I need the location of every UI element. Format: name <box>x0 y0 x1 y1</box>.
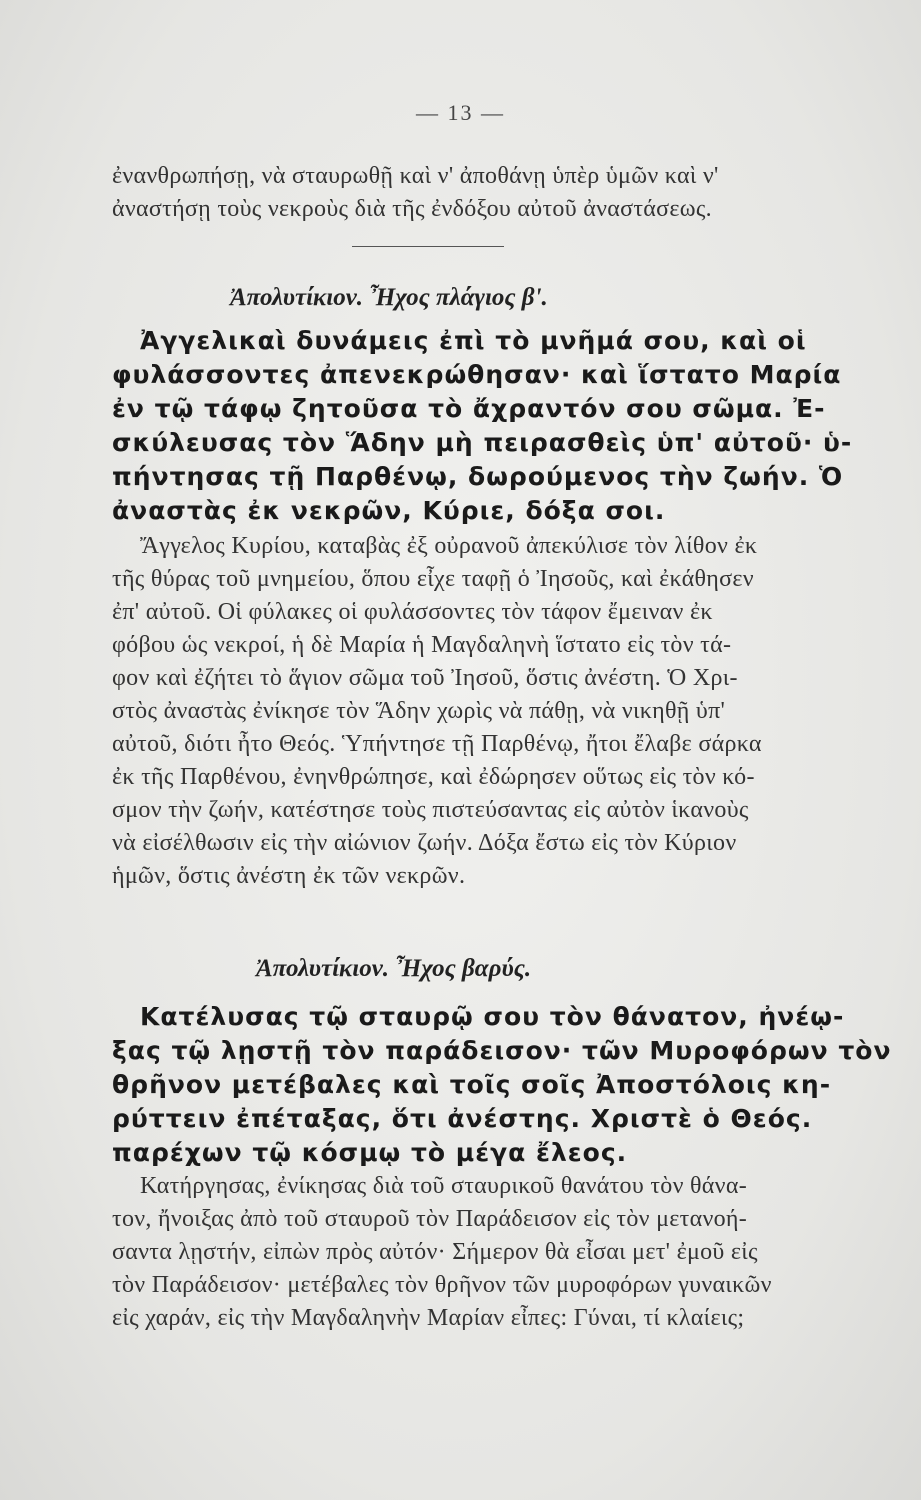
text-line: ἀναστήσῃ τοὺς νεκροὺς διὰ τῆς ἐνδόξου αὐτοῦ ἀναστάσεως. <box>112 196 712 222</box>
text-line: αὐτοῦ, διότι ἦτο Θεός. Ὑπήντησε τῇ Παρθένῳ, ἤτοι ἔλαβε σάρκα <box>112 731 762 757</box>
text-line: φον καὶ ἐζήτει τὸ ἅγιον σῶμα τοῦ Ἰησοῦ, ὅστις ἀνέστη. Ὁ Χρι- <box>112 665 738 691</box>
text-line: σαντα λῃστήν, εἰπὼν πρὸς αὐτόν· Σήμερον θὰ εἶσαι μετ' ἐμοῦ εἰς <box>112 1239 758 1265</box>
commentary-paragraph-2 <box>112 1170 798 1335</box>
text-line: ἐνανθρωπήσῃ, νὰ σταυρωθῇ καὶ ν' ἀποθάνῃ ὑπὲρ ὑμῶν καὶ ν' <box>112 163 719 189</box>
hymn-line: ἀναστὰς ἐκ νεκρῶν, Κύριε, δόξα σοι. <box>112 496 666 525</box>
intro-paragraph <box>112 160 798 226</box>
section-heading-2: Ἀπολυτίκιον. Ἦχος βαρύς. <box>256 955 532 982</box>
hymn-line: φυλάσσοντες ἀπενεκρώθησαν· καὶ ἵστατο Μαρία <box>112 360 842 389</box>
text-line: νὰ εἰσέλθωσιν εἰς τὴν αἰώνιον ζωήν. Δόξα ἔστω εἰς τὸν Κύριον <box>112 830 737 856</box>
hymn-line: ξας τῷ λῃστῇ τὸν παράδεισον· τῶν Μυροφόρων τὸν <box>112 1036 892 1065</box>
hymn-line: πήντησας τῇ Παρθένῳ, δωρούμενος τὴν ζωήν. Ὁ <box>112 462 844 491</box>
section-heading-1: Ἀπολυτίκιον. Ἦχος πλάγιος β'. <box>230 284 548 311</box>
text-line: τῆς θύρας τοῦ μνημείου, ὅπου εἶχε ταφῇ ὁ Ἰησοῦς, καὶ ἐκάθησεν <box>112 566 754 592</box>
page-number: — 13 — <box>416 100 505 125</box>
text-line: εἰς χαράν, εἰς τὴν Μαγδαληνὴν Μαρίαν εἶπες: Γύναι, τί κλαίεις; <box>112 1305 745 1331</box>
hymn-line: θρῆνον μετέβαλες καὶ τοῖς σοῖς Ἀποστόλοις κη- <box>112 1070 832 1099</box>
hymn-text-2 <box>112 1000 892 1170</box>
hymn-line: σκύλευσας τὸν Ἅδην μὴ πειρασθεὶς ὑπ' αὐτοῦ· ὑ- <box>112 428 853 457</box>
text-line: Κατήργησας, ἐνίκησας διὰ τοῦ σταυρικοῦ θανάτου τὸν θάνα- <box>140 1173 748 1199</box>
hymn-text-1 <box>112 324 853 528</box>
hymn-line: Κατέλυσας τῷ σταυρῷ σου τὸν θάνατον, ἠνέῳ- <box>140 1002 845 1031</box>
text-line: τον, ἤνοιξας ἀπὸ τοῦ σταυροῦ τὸν Παράδεισον εἰς τὸν μετανοή- <box>112 1206 748 1232</box>
text-line: φόβου ὡς νεκροί, ἡ δὲ Μαρία ἡ Μαγδαληνὴ ἵστατο εἰς τὸν τά- <box>112 632 732 658</box>
hymn-line: ρύττειν ἐπέταξας, ὅτι ἀνέστης. Χριστὲ ὁ Θεός. <box>112 1104 813 1133</box>
commentary-paragraph-1 <box>112 530 798 893</box>
text-line: ἡμῶν, ὅστις ἀνέστη ἐκ τῶν νεκρῶν. <box>112 863 466 889</box>
text-line: σμον τὴν ζωήν, κατέστησε τοὺς πιστεύσαντας εἰς αὐτὸν ἱκανοὺς <box>112 797 749 823</box>
hymn-line: παρέχων τῷ κόσμῳ τὸ μέγα ἔλεος. <box>112 1138 628 1167</box>
text-line: ἐπ' αὐτοῦ. Οἱ φύλακες οἱ φυλάσσοντες τὸν τάφον ἔμειναν ἐκ <box>112 599 713 625</box>
text-line: Ἄγγελος Κυρίου, καταβὰς ἐξ οὐρανοῦ ἀπεκύλισε τὸν λίθον ἐκ <box>140 533 758 559</box>
text-line: τὸν Παράδεισον· μετέβαλες τὸν θρῆνον τῶν μυροφόρων γυναικῶν <box>112 1272 772 1298</box>
text-line: στὸς ἀναστὰς ἐνίκησε τὸν Ἅδην χωρὶς νὰ πάθῃ, νὰ νικηθῇ ὑπ' <box>112 698 726 724</box>
hymn-line: Ἀγγελικαὶ δυνάμεις ἐπὶ τὸ μνῆμά σου, καὶ οἱ <box>140 326 807 355</box>
hymn-line: ἐν τῷ τάφῳ ζητοῦσα τὸ ἄχραντόν σου σῶμα. Ἐ- <box>112 394 826 423</box>
section-divider <box>352 246 504 247</box>
text-line: ἐκ τῆς Παρθένου, ἐνηνθρώπησε, καὶ ἐδώρησεν οὕτως εἰς τὸν κό- <box>112 764 755 790</box>
